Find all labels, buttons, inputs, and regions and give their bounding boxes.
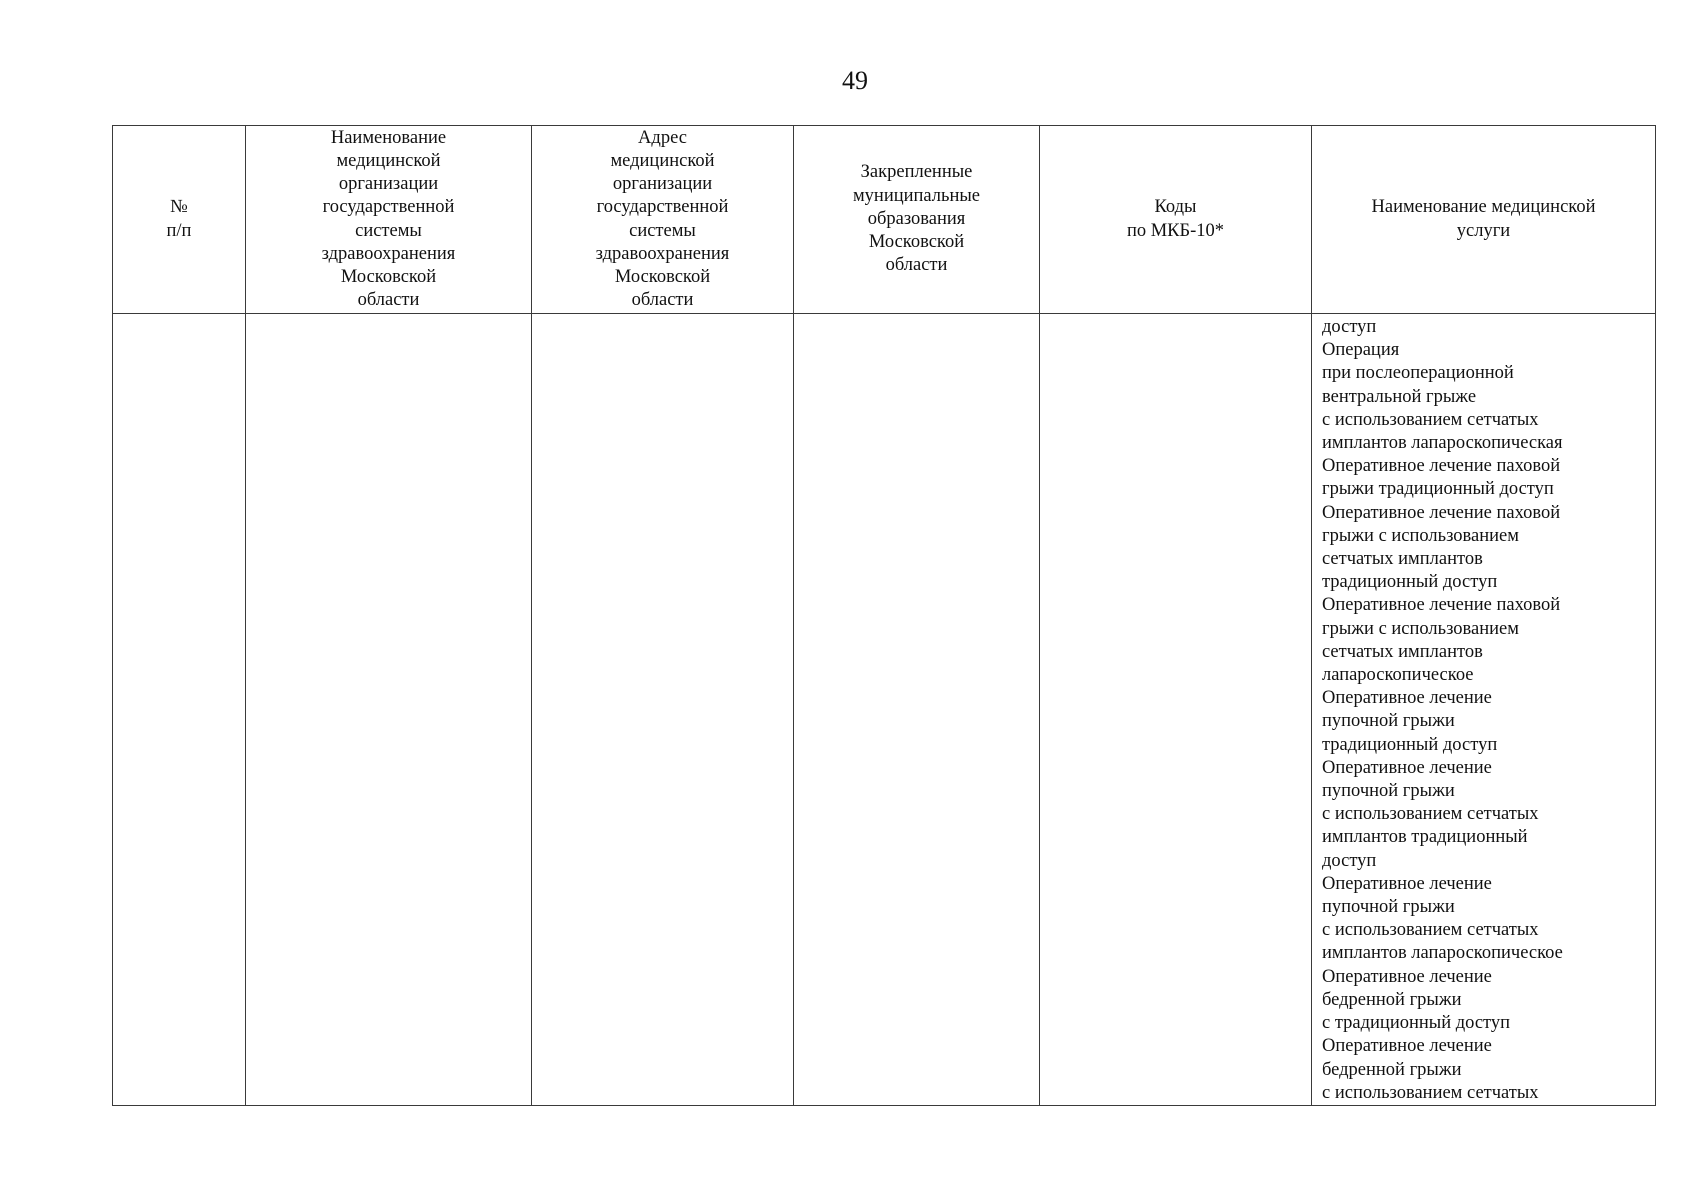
header-org-address-line: области bbox=[631, 290, 694, 311]
header-num-line: п/п bbox=[166, 220, 192, 241]
cell-service-line: Оперативное лечение bbox=[1322, 688, 1492, 709]
header-org-address-line: здравоохранения bbox=[595, 243, 730, 264]
cell-service-line: пупочной грыжи bbox=[1322, 781, 1455, 802]
header-org-name-line: системы bbox=[355, 220, 422, 241]
header-municipalities-line: муниципальные bbox=[852, 185, 981, 206]
cell-service-line: с использованием сетчатых bbox=[1322, 409, 1539, 430]
cell-service-line: пупочной грыжи bbox=[1322, 711, 1455, 732]
header-org-name-line: медицинской bbox=[336, 150, 441, 171]
cell-service-line: имплантов лапароскопическое bbox=[1322, 943, 1563, 964]
cell-service-line: доступ bbox=[1322, 317, 1377, 337]
header-num-line: № bbox=[170, 197, 188, 218]
cell-service-line: Операция bbox=[1322, 340, 1400, 361]
header-org-address-line: системы bbox=[629, 220, 696, 241]
header-codes-line: по МКБ-10* bbox=[1126, 220, 1225, 241]
header-municipalities bbox=[794, 126, 1040, 314]
header-row bbox=[113, 126, 1656, 314]
cell-service-line: традиционный доступ bbox=[1322, 572, 1498, 593]
table-row bbox=[113, 314, 1656, 1106]
header-service-line: услуги bbox=[1456, 220, 1511, 241]
header-org-address-line: Московской bbox=[614, 266, 711, 287]
cell-service-line: пупочной грыжи bbox=[1322, 897, 1455, 918]
header-service-line: Наименование медицинской bbox=[1371, 197, 1596, 218]
cell-municipalities bbox=[794, 314, 1040, 1106]
cell-service-line: бедренной грыжи bbox=[1322, 989, 1462, 1010]
cell-service-line: грыжи с использованием bbox=[1322, 618, 1519, 639]
services-table bbox=[112, 125, 1656, 1106]
header-org-address-line: государственной bbox=[596, 197, 729, 218]
page-number: 49 bbox=[842, 66, 868, 95]
cell-num bbox=[113, 314, 246, 1106]
cell-service-line: доступ bbox=[1322, 850, 1377, 871]
header-municipalities-line: Закрепленные bbox=[860, 162, 973, 183]
header-org-address-line: Адрес bbox=[638, 127, 687, 148]
header-org-address-line: медицинской bbox=[610, 150, 715, 171]
cell-service-line: имплантов лапароскопическая bbox=[1322, 433, 1563, 454]
cell-service-line: вентральной грыже bbox=[1322, 386, 1477, 407]
cell-service-line: с традиционный доступ bbox=[1322, 1013, 1511, 1034]
cell-service-line: Оперативное лечение паховой bbox=[1322, 502, 1561, 523]
header-org-address bbox=[532, 126, 794, 314]
cell-service-line: грыжи традиционный доступ bbox=[1322, 479, 1554, 500]
header-org-name-line: организации bbox=[338, 174, 439, 195]
cell-service-line: Оперативное лечение паховой bbox=[1322, 456, 1561, 477]
header-codes-line: Коды bbox=[1154, 197, 1197, 218]
header-municipalities-line: Московской bbox=[868, 232, 965, 253]
cell-service-line: имплантов традиционный bbox=[1322, 827, 1528, 848]
cell-service-line: лапароскопическое bbox=[1322, 665, 1474, 686]
cell-service-line: с использованием сетчатых bbox=[1322, 804, 1539, 825]
cell-service-line: бедренной грыжи bbox=[1322, 1059, 1462, 1080]
cell-service-line: Оперативное лечение паховой bbox=[1322, 595, 1561, 616]
header-municipalities-line: образования bbox=[867, 208, 966, 229]
header-service bbox=[1312, 126, 1656, 314]
cell-service-line: Оперативное лечение bbox=[1322, 1036, 1492, 1057]
header-org-name-line: области bbox=[357, 290, 420, 311]
cell-service bbox=[1312, 314, 1656, 1106]
header-num bbox=[113, 126, 246, 314]
cell-service-line: Оперативное лечение bbox=[1322, 873, 1492, 894]
header-org-address-line: организации bbox=[612, 174, 713, 195]
header-org-name-line: здравоохранения bbox=[321, 243, 456, 264]
cell-service-line: с использованием сетчатых bbox=[1322, 920, 1539, 941]
cell-service-line: сетчатых имплантов bbox=[1322, 549, 1483, 570]
cell-service-line: при послеоперационной bbox=[1322, 363, 1514, 384]
cell-service-line: Оперативное лечение bbox=[1322, 966, 1492, 987]
cell-org-name bbox=[246, 314, 532, 1106]
header-org-name-line: государственной bbox=[322, 197, 455, 218]
header-municipalities-line: области bbox=[885, 255, 948, 276]
cell-org-address bbox=[532, 314, 794, 1106]
cell-codes bbox=[1040, 314, 1312, 1106]
header-codes bbox=[1040, 126, 1312, 314]
cell-service-line: сетчатых имплантов bbox=[1322, 641, 1483, 662]
header-org-name-line: Наименование bbox=[330, 127, 447, 148]
header-org-name-line: Московской bbox=[340, 266, 437, 287]
cell-service-line: грыжи с использованием bbox=[1322, 525, 1519, 546]
cell-service-line: традиционный доступ bbox=[1322, 734, 1498, 755]
cell-service-line: с использованием сетчатых bbox=[1322, 1082, 1539, 1103]
cell-service-line: Оперативное лечение bbox=[1322, 757, 1492, 778]
header-org-name bbox=[246, 126, 532, 314]
